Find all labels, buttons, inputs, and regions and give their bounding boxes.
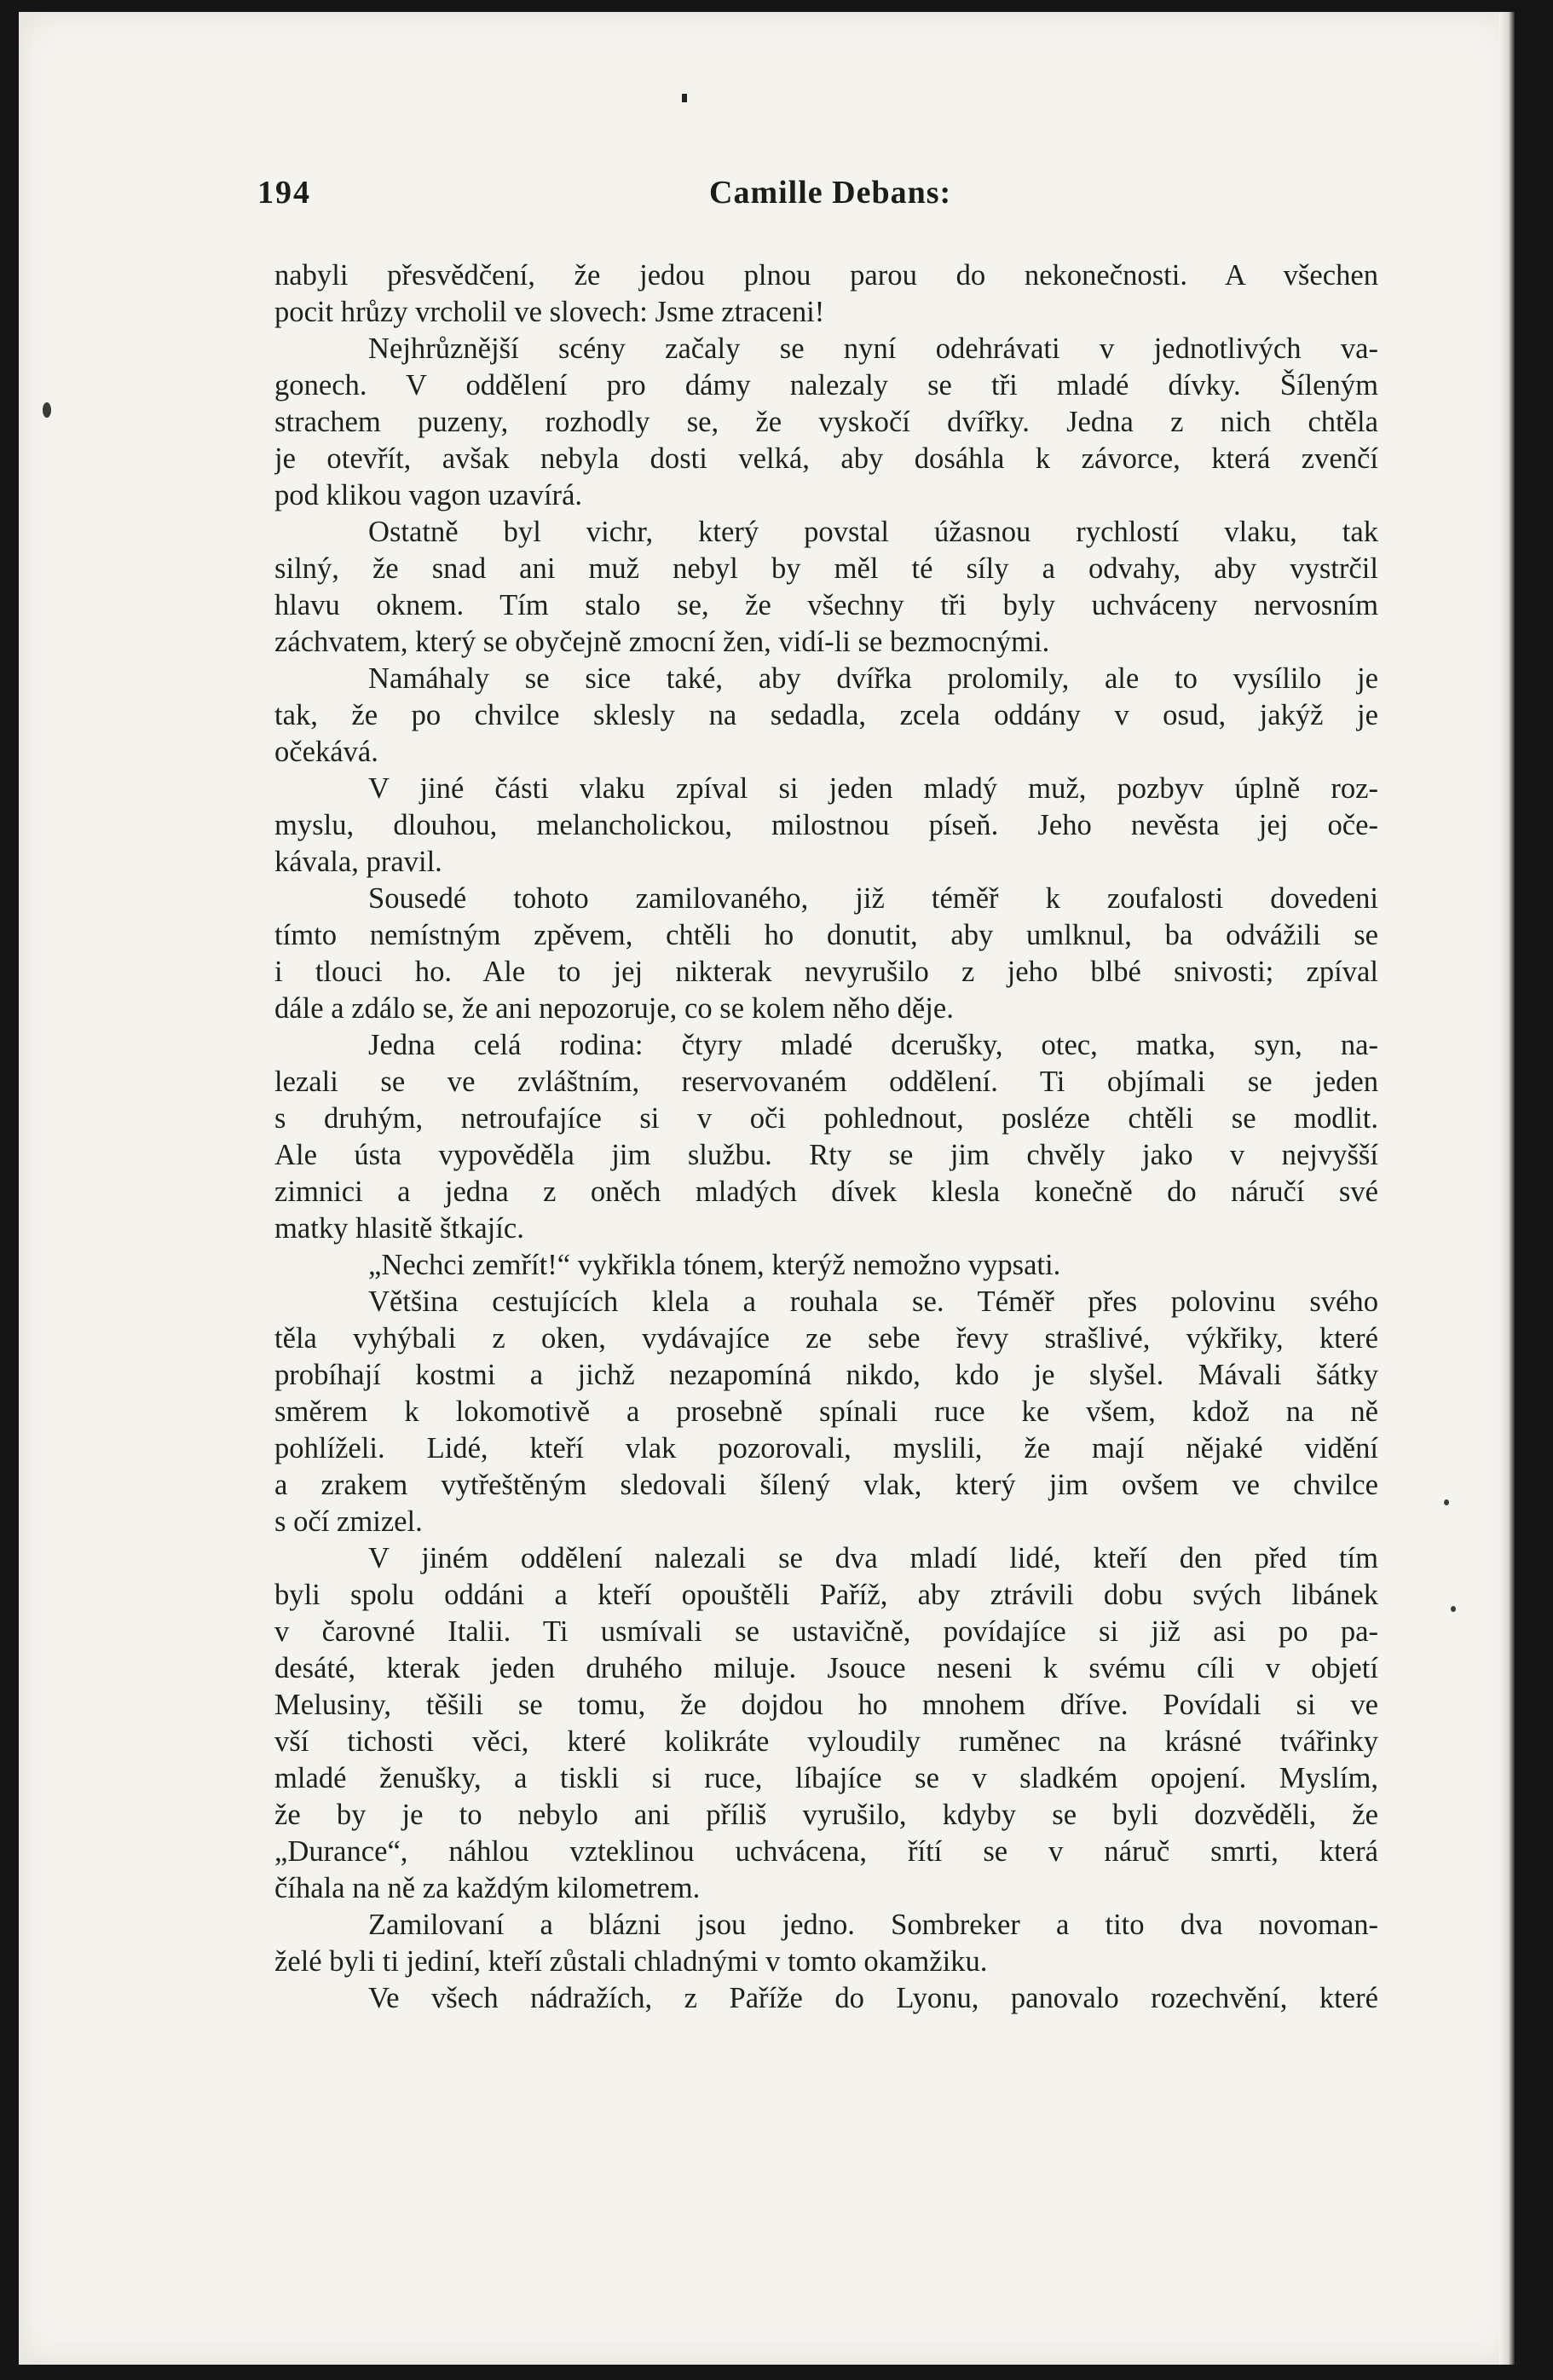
text-line: „Nechci zemřít!“ vykřikla tónem, kterýž nemožno vypsati. [368,1249,1061,1281]
text-line: i tlouci ho. Ale to jej nikterak nevyrušilo z jeho blbé snivosti; zpíval [274,956,1378,988]
text-line: Ve všech nádražích, z Paříže do Lyonu, panovalo rozechvění, které [368,1982,1378,2014]
page-header [257,174,1229,222]
text-line: byli spolu oddáni a kteří opouštěli Paříž, aby ztrávili dobu svých libánek [274,1579,1378,1611]
body-text [274,257,1378,2017]
text-line: gonech. V oddělení pro dámy nalezaly se tři mladé dívky. Šíleným [274,369,1378,401]
text-line: v čarovné Italii. Ti usmívali se ustavičně, povídajíce si již asi po pa- [274,1615,1378,1648]
text-line: pocit hrůzy vrcholil ve slovech: Jsme ztraceni! [274,296,825,328]
text-line: Většina cestujících klela a rouhala se. Téměř přes polovinu svého [368,1285,1378,1318]
text-line: s očí zmizel. [274,1505,423,1538]
text-line: směrem k lokomotivě a prosebně spínali ruce ke všem, kdož na ně [274,1395,1378,1428]
text-line: dále a zdálo se, že ani nepozoruje, co se kolem něho děje. [274,992,954,1025]
text-line: Zamilovaní a blázni jsou jedno. Sombreker a tito dva novoman- [368,1909,1378,1941]
page-number: 194 [257,175,311,211]
page-edge-shadow [1499,12,1515,2365]
text-line: želé byli ti jediní, kteří zůstali chladnými v tomto okamžiku. [274,1945,988,1978]
text-line: myslu, dlouhou, melancholickou, milostnou píseň. Jeho nevěsta jej oče- [274,809,1378,841]
text-line: tímto nemístným zpěvem, chtěli ho donutit, aby umlknul, ba odvážili se [274,919,1378,951]
text-line: hlavu oknem. Tím stalo se, že všechny tři byly uchváceny nervosním [274,589,1378,621]
text-line: probíhají kostmi a jichž nezapomíná nikdo, kdo je slyšel. Mávali šátky [274,1359,1378,1391]
text-line: nabyli přesvědčení, že jedou plnou parou do nekonečnosti. A všechen [274,259,1378,292]
text-line: že by je to nebylo ani příliš vyrušilo, kdyby se byli dozvěděli, že [274,1799,1378,1831]
text-line: V jiném oddělení nalezali se dva mladí lidé, kteří den před tím [368,1542,1378,1574]
text-line: pohlíželi. Lidé, kteří vlak pozorovali, myslili, že mají nějaké vidění [274,1432,1378,1464]
text-line: lezali se ve zvláštním, reservovaném oddělení. Ti objímali se jeden [274,1066,1378,1098]
text-line: mladé ženušky, a tiskli si ruce, líbajíce se v sladkém opojení. Myslím, [274,1762,1378,1794]
text-line: Ale ústa vypověděla jim službu. Rty se jim chvěly jako v nejvyšší [274,1139,1378,1171]
top-ink-mark [682,94,687,102]
text-line: Jedna celá rodina: čtyry mladé dcerušky, otec, matka, syn, na- [368,1029,1378,1061]
text-line: těla vyhýbali z oken, vydávajíce ze sebe řevy strašlivé, výkřiky, které [274,1322,1378,1355]
text-line: je otevřít, avšak nebyla dosti velká, aby dosáhla k závorce, která zvenčí [274,442,1378,475]
ink-speck [43,402,51,418]
text-line: Ostatně byl vichr, který povstal úžasnou rychlostí vlaku, tak [368,516,1378,548]
text-line: tak, že po chvilce sklesly na sedadla, zcela oddány v osud, jakýž je [274,699,1378,731]
ink-speck [1451,1606,1456,1612]
ink-speck [1444,1499,1449,1505]
text-line: zimnici a jedna z oněch mladých dívek klesla konečně do náručí své [274,1176,1378,1208]
text-line: Sousedé tohoto zamilovaného, již téměř k zoufalosti dovedeni [368,882,1378,915]
text-line: Melusiny, těšili se tomu, že dojdou ho mnohem dříve. Povídali si ve [274,1689,1378,1721]
text-line: Nejhrůznější scény začaly se nyní odehrávati v jednotlivých va- [368,332,1378,365]
text-line: Namáhaly se sice také, aby dvířka prolomily, ale to vysílilo je [368,662,1378,695]
text-line: strachem puzeny, rozhodly se, že vyskočí dvířky. Jedna z nich chtěla [274,406,1378,438]
book-page [19,12,1515,2365]
text-line: silný, že snad ani muž nebyl by měl té síly a odvahy, aby vystrčil [274,552,1378,585]
text-line: V jiné části vlaku zpíval si jeden mladý muž, pozbyv úplně roz- [368,772,1378,805]
text-line: kávala, pravil. [274,846,442,878]
text-line: a zrakem vytřeštěným sledovali šílený vlak, který jim ovšem ve chvilce [274,1469,1378,1501]
text-line: s druhým, netroufajíce si v oči pohlednout, posléze chtěli se modlit. [274,1102,1378,1135]
text-line: matky hlasitě štkajíc. [274,1212,524,1245]
text-line: záchvatem, který se obyčejně zmocní žen, vidí-li se bezmocnými. [274,626,1050,658]
text-line: desáté, kterak jeden druhého miluje. Jsouce neseni k svému cíli v objetí [274,1652,1378,1684]
running-head: Camille Debans: [709,175,952,211]
text-line: číhala na ně za každým kilometrem. [274,1872,701,1904]
text-line: pod klikou vagon uzavírá. [274,479,583,511]
text-line: vší tichosti věci, které kolikráte vyloudily ruměnec na krásné tvářinky [274,1725,1378,1758]
text-line: „Durance“, náhlou vzteklinou uchvácena, řítí se v náruč smrti, která [274,1835,1378,1868]
text-line: očekává. [274,736,378,768]
